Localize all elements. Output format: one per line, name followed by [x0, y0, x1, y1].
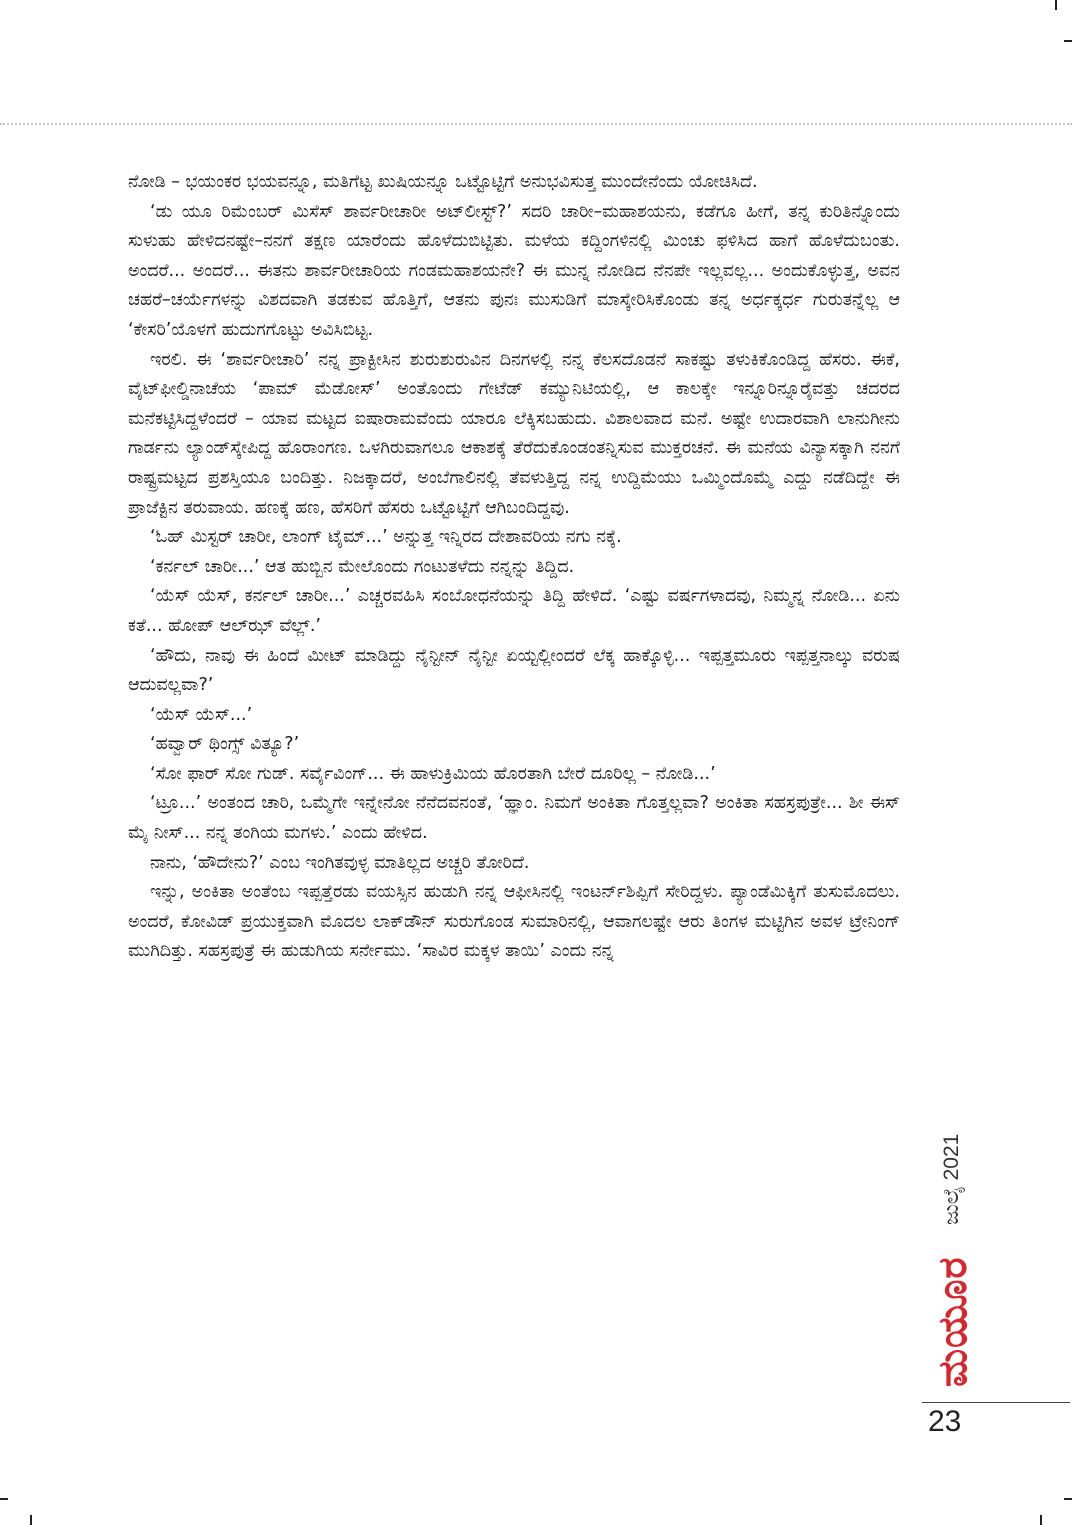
crop-mark: [1064, 1498, 1072, 1500]
paragraph: ‘ಕರ್ನಲ್ ಚಾರೀ...’ ಆತ ಹುಬ್ಬಿನ ಮೇಲೊಂದು ಗಂಟುತಳೆದು ನನ್ನನ್ನು ತಿದ್ದಿದ.: [150, 556, 575, 577]
paragraph: ‘ಹೌದು, ನಾವು ಈ ಹಿಂದೆ ಮೀಟ್ ಮಾಡಿದ್ದು ನೈನ್ಟೀನ್ ನೈನ್ಟೀ ಏಯ್ಟಲ್ಲೀಂದರೆ ಲೆಕ್ಕ ಹಾಕ್ಕೊಳ್ಳಿ... ಇಪ್ಪತ್ತಮೂರು ಇಪ್ಪತ್ತನಾಲ್ಕು ವರುಷ ಆದುವಲ್ಲವಾ?’: [128, 645, 900, 696]
magazine-side-label: [922, 1115, 986, 1405]
paragraph: ಇನ್ನು, ಅಂಕಿತಾ ಅಂತೆಂಬ ಇಪ್ಪತ್ತೆರಡು ವಯಸ್ಸಿನ ಹುಡುಗಿ ನನ್ನ ಆಫೀಸಿನಲ್ಲಿ ಇಂಟರ್ನ್‌ಶಿಪ್ಪಿಗೆ ಸೇರಿದ್ದಳು. ಪ್ಯಾಂಡೆಮಿಕ್ಕಿಗೆ ತುಸುಮೊದಲು. ಅಂದರೆ, ಕೋವಿಡ್ ಪ್ರಯುಕ್ತವಾಗಿ ಮೊದಲ ಲಾಕ್‌ಡೌನ್ ಸುರುಗೊಂಡ ಸುಮಾರಿನಲ್ಲಿ, ಆವಾಗಲಷ್ಟೇ ಆರು ತಿಂಗಳ ಮಟ್ಟಿಗಿನ ಅವಳ ಟ್ರೇನಿಂಗ್ ಮುಗಿದಿತ್ತು. ಸಹಸ್ರಪುತ್ರೆ ಈ ಹುಡುಗಿಯ ಸರ್ನೇಮು. ‘ಸಾವಿರ ಮಕ್ಕಳ ತಾಯಿ’ ಎಂದು ನನ್ನ: [128, 882, 900, 962]
page-number: 23: [928, 1405, 962, 1438]
footer-rule: [922, 1402, 1070, 1403]
paragraph: ನೋಡಿ – ಭಯಂಕರ ಭಯವನ್ನೂ, ಮತಿಗೆಟ್ಟ ಖುಷಿಯನ್ನೂ ಒಟ್ಟೊಟ್ಟಿಗೆ ಅನುಭವಿಸುತ್ತ ಮುಂದೇನೆಂದು ಯೋಚಿಸಿದೆ.: [128, 172, 758, 192]
paragraph: ‘ಯೆಸ್ ಯೆಸ್...’: [150, 704, 253, 725]
paragraph: ‘ಓಹ್ ಮಿಸ್ಟರ್ ಚಾರೀ, ಲಾಂಗ್ ಟೈಮ್...’ ಅನ್ನುತ್ತ ಇನ್ನಿರದ ದೇಶಾವರಿಯ ನಗು ನಕ್ಕೆ.: [150, 527, 622, 548]
paragraph: ಇರಲಿ. ಈ ‘ಶಾರ್ವರೀಚಾರಿ’ ನನ್ನ ಪ್ರಾಕ್ಟೀಸಿನ ಶುರುಶುರುವಿನ ದಿನಗಳಲ್ಲಿ ನನ್ನ ಕೆಲಸದೊಡನೆ ಸಾಕಷ್ಟು ತಳುಕಿಕೊಂಡಿದ್ದ ಹೆಸರು. ಈಕೆ, ವೈಟ್‌ಫೀಲ್ಡಿನಾಚೆಯ ‘ಪಾಮ್ ಮೆಡೋಸ್’ ಅಂತೊಂದು ಗೇಟೆಡ್ ಕಮ್ಯುನಿಟಿಯಲ್ಲಿ, ಆ ಕಾಲಕ್ಕೇ ಇನ್ನೂರಿನ್ನೂರೈವತ್ತು ಚದರದ ಮನೆಕಟ್ಟಿಸಿದ್ದಳೆಂದರೆ – ಯಾವ ಮಟ್ಟದ ಐಷಾರಾಮವೆಂದು ಯಾರೂ ಲೆಕ್ಕಿಸಬಹುದು. ವಿಶಾಲವಾದ ಮನೆ. ಅಷ್ಟೇ ಉದಾರವಾಗಿ ಲಾನುಗೀನು ಗಾರ್ಡನು ಲ್ಯಾಂಡ್‌ಸ್ಕೇಪಿದ್ದ ಹೊರಾಂಗಣ. ಒಳಗಿರುವಾಗಲೂ ಆಕಾಶಕ್ಕೆ ತೆರೆದುಕೊಂಡಂತನ್ನಿಸುವ ಮುಕ್ತರಚನೆ. ಈ ಮನೆಯ ವಿನ್ಯಾಸಕ್ಕಾಗಿ ನನಗೆ ರಾಷ್ಟ್ರಮಟ್ಟದ ಪ್ರಶಸ್ತಿಯೂ ಬಂದಿತ್ತು. ನಿಜಕ್ಕಾದರೆ, ಅಂಬೆಗಾಲಿನಲ್ಲಿ ತೆವಳುತ್ತಿದ್ದ ನನ್ನ ಉದ್ದಿಮೆಯು ಒಮ್ಮಿಂದೊಮ್ಮೆ ಎದ್ದು ನಡೆದಿದ್ದೇ ಈ ಪ್ರಾಜೆಕ್ಟಿನ ತರುವಾಯ. ಹಣಕ್ಕೆ ಹಣ, ಹೆಸರಿಗೆ ಹೆಸರು ಒಟ್ಟೊಟ್ಟಿಗೆ ಆಗಿಬಂದಿದ್ದವು.: [128, 349, 900, 518]
article-body: [128, 168, 900, 967]
crop-mark: [1055, 0, 1057, 10]
crop-mark: [1064, 40, 1072, 42]
paragraph: ‘ಸೋ ಫಾರ್ ಸೋ ಗುಡ್. ಸರ್ವೈವಿಂಗ್... ಈ ಹಾಳುಕ್ರಿಮಿಯ ಹೊರತಾಗಿ ಬೇರೆ ದೂರಿಲ್ಲ – ನೋಡಿ...’: [150, 763, 716, 784]
paragraph: ‘ಡು ಯೂ ರಿಮೆಂಬರ್ ಮಿಸೆಸ್ ಶಾರ್ವರೀಚಾರೀ ಅಟ್‌ಲೀಸ್ಟ್?’ ಸದರಿ ಚಾರೀ–ಮಹಾಶಯನು, ಕಡೆಗೂ ಹೀಗೆ, ತನ್ನ ಕುರಿತಿನ್ನೊಂದು ಸುಳುಹು ಹೇಳಿದನಷ್ಟೇ–ನನಗೆ ತಕ್ಷಣ ಯಾರೆಂದು ಹೊಳೆದುಬಿಟ್ಟಿತು. ಮಳೆಯ ಕದ್ದಿಂಗಳಿನಲ್ಲಿ ಮಿಂಚು ಫಳಿಸಿದ ಹಾಗೆ ಹೊಳೆದುಬಂತು. ಅಂದರೆ... ಅಂದರೆ... ಈತನು ಶಾರ್ವರೀಚಾರಿಯ ಗಂಡಮಹಾಶಯನೇ? ಈ ಮುನ್ನ ನೋಡಿದ ನೆನಪೇ ಇಲ್ಲವಲ್ಲ... ಅಂದುಕೊಳ್ಳುತ್ತ, ಅವನ ಚಹರೆ–ಚರ್ಯೆಗಳನ್ನು ವಿಶದವಾಗಿ ತಡಕುವ ಹೊತ್ತಿಗೆ, ಆತನು ಪುನಃ ಮುಸುಡಿಗೆ ಮಾಸ್ಕೇರಿಸಿಕೊಂಡು ತನ್ನ ಅರ್ಧಕ್ಕರ್ಧ ಗುರುತನ್ನೆಲ್ಲ ಆ ‘ಕೇಸರಿ’ಯೊಳಗೆ ಹುದುಗಗೊಟ್ಟು ಅವಿಸಿಬಿಟ್ಟ.: [128, 201, 900, 340]
paragraph: ‘ಟ್ರೂ...’ ಅಂತಂದ ಚಾರಿ, ಒಮ್ಮೆಗೇ ಇನ್ನೇನೋ ನೆನೆದವನಂತೆ, ‘ಹ್ಞಾಂ. ನಿಮಗೆ ಅಂಕಿತಾ ಗೊತ್ತಲ್ಲವಾ? ಅಂಕಿತಾ ಸಹಸ್ರಪುತ್ರೇ... ಶೀ ಈಸ್ ಮೈ ನೀಸ್... ನನ್ನ ತಂಗಿಯ ಮಗಳು.’ ಎಂದು ಹೇಳಿದ.: [128, 793, 900, 844]
paragraph: ‘ಯೆಸ್ ಯೆಸ್, ಕರ್ನಲ್ ಚಾರೀ...’ ಎಚ್ಚರವಹಿಸಿ ಸಂಬೋಧನೆಯನ್ನು ತಿದ್ದಿ ಹೇಳಿದೆ. ‘ಎಷ್ಟು ವರ್ಷಗಳಾದವು, ನಿಮ್ಮನ್ನ ನೋಡಿ... ಏನು ಕತೆ... ಹೋಪ್ ಆಲ್‌ಝ್ ವೆಲ್ಲ್.’: [128, 586, 900, 636]
paragraph: ನಾನು, ‘ಹೌದೇನು?’ ಎಂಬ ಇಂಗಿತವುಳ್ಳ ಮಾತಿಲ್ಲದ ಅಚ್ಚರಿ ತೋರಿದೆ.: [150, 852, 530, 873]
paragraph: ‘ಹವ್ವಾರ್ ಥಿಂಗ್ಸ್ ವಿತ್ಯೂ?’: [150, 734, 300, 755]
issue-date: ಜುಲೈ 2021: [940, 1133, 963, 1225]
crop-mark: [30, 1515, 32, 1525]
header-dotted-rule: [0, 123, 1072, 125]
crop-mark: [1040, 1515, 1042, 1525]
magazine-logo: ಮಯೂರ: [930, 1256, 976, 1388]
crop-mark: [0, 1498, 8, 1500]
